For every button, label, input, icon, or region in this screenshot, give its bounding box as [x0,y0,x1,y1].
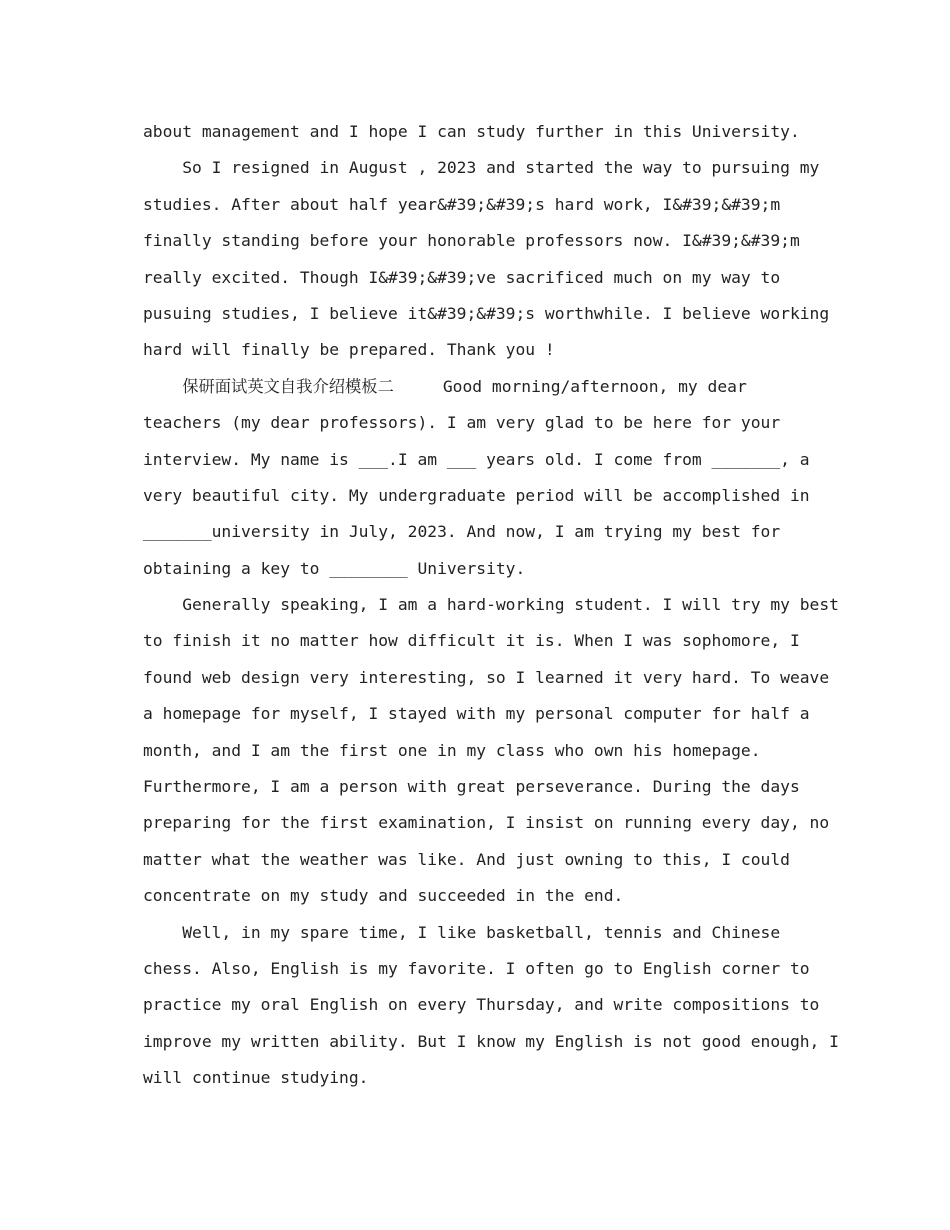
text-line: hard will finally be prepared. Thank you ! [143,340,555,360]
text-line: found web design very interesting, so I learned it very hard. To weave [143,667,830,687]
text-line: to finish it no matter how difficult it is. When I was sophomore, I [143,631,800,651]
text-line: concentrate on my study and succeeded in the end. [143,886,624,906]
text-line: studies. After about half year&#39;&#39;s hard work, I&#39;&#39;m [143,194,781,214]
text-line: Generally speaking, I am a hard-working student. I will try my best [143,595,839,615]
text-line: month, and I am the first one in my class who own his homepage. [143,740,761,760]
text-line: improve my written ability. But I know my English is not good enough, I [143,1031,839,1051]
text-line: chess. Also, English is my favorite. I often go to English corner to [143,958,810,978]
text-line: really excited. Though I&#39;&#39;ve sacrificed much on my way to [143,267,781,287]
text-line: preparing for the first examination, I insist on running every day, no [143,813,830,833]
text-line: teachers (my dear professors). I am very glad to be here for your [143,413,781,433]
text-line: interview. My name is ___.I am ___ years old. I come from _______, a [143,449,810,469]
section-heading-line: 保研面试英文自我介绍模板二 Good morning/afternoon, my dear [143,376,747,396]
text-line: So I resigned in August , 2023 and started the way to pursuing my [143,158,820,178]
document-body [143,114,839,1097]
text-line: will continue studying. [143,1068,369,1088]
text-line: a homepage for myself, I stayed with my personal computer for half a [143,704,810,724]
text-line: pusuing studies, I believe it&#39;&#39;s worthwhile. I believe working [143,303,830,323]
text-line: finally standing before your honorable professors now. I&#39;&#39;m [143,231,800,251]
text-line: _______university in July, 2023. And now, I am trying my best for [143,522,781,542]
text-line: matter what the weather was like. And just owning to this, I could [143,849,790,869]
text-line: Furthermore, I am a person with great perseverance. During the days [143,777,800,797]
text-line: very beautiful city. My undergraduate period will be accomplished in [143,485,810,505]
text-line: Well, in my spare time, I like basketball, tennis and Chinese [143,922,781,942]
text-line: obtaining a key to ________ University. [143,558,526,578]
text-line: about management and I hope I can study further in this University. [143,122,800,141]
text-line: practice my oral English on every Thursday, and write compositions to [143,995,820,1015]
